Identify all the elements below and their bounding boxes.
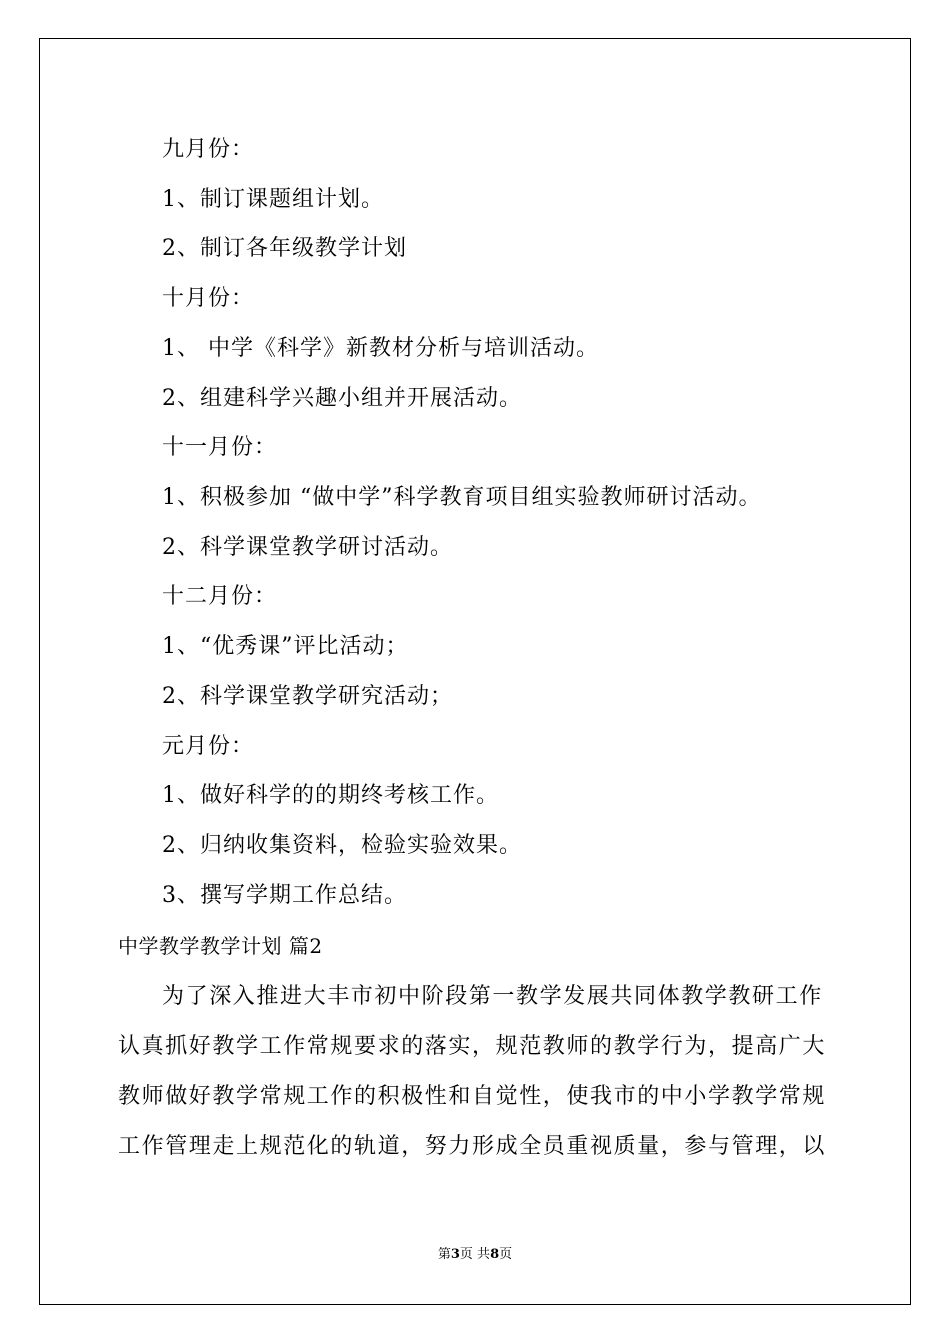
body-paragraph — [118, 972, 834, 1172]
list-item: 1、制订课题组计划。 — [162, 187, 384, 212]
list-item: 2、组建科学兴趣小组并开展活动。 — [162, 386, 522, 411]
month-heading-january: 元月份： — [162, 734, 255, 759]
paragraph-line: 认真抓好教学工作常规要求的落实，规范教师的教学行为，提高广大 — [118, 1034, 827, 1059]
list-item: 1、积极参加 “做中学”科学教育项目组实验教师研讨活动。 — [162, 485, 762, 510]
paragraph-line: 为了深入推进大丰市初中阶段第一教学发展共同体教学教研工作 — [162, 984, 823, 1009]
list-item: 3、撰写学期工作总结。 — [162, 883, 407, 908]
month-heading-october: 十月份： — [162, 286, 255, 311]
list-item: 1、做好科学的的期终考核工作。 — [162, 783, 499, 808]
paragraph-line: 工作管理走上规范化的轨道，努力形成全员重视质量，参与管理，以 — [118, 1134, 827, 1159]
page-footer — [0, 1246, 950, 1264]
footer-suffix: 页 — [499, 1247, 513, 1262]
month-heading-september: 九月份： — [162, 137, 255, 162]
month-heading-december: 十二月份： — [162, 584, 278, 609]
paragraph-line: 教师做好教学常规工作的积极性和自觉性，使我市的中小学教学常规 — [118, 1084, 827, 1109]
section-title: 中学教学教学计划 篇2 — [118, 934, 323, 958]
footer-total-pages: 8 — [490, 1247, 500, 1262]
list-item: 2、制订各年级教学计划 — [162, 236, 407, 261]
list-item: 2、归纳收集资料，检验实验效果。 — [162, 833, 522, 858]
footer-current-page: 3 — [450, 1247, 460, 1262]
list-item: 1、 中学《科学》新教材分析与培训活动。 — [162, 336, 599, 361]
month-heading-november: 十一月份： — [162, 435, 278, 460]
footer-mid: 页 共 — [459, 1247, 491, 1262]
list-item: 2、科学课堂教学研究活动； — [162, 684, 453, 709]
list-item: 1、“优秀课”评比活动； — [162, 634, 409, 659]
footer-prefix: 第 — [437, 1247, 451, 1262]
list-item: 2、科学课堂教学研讨活动。 — [162, 535, 453, 560]
